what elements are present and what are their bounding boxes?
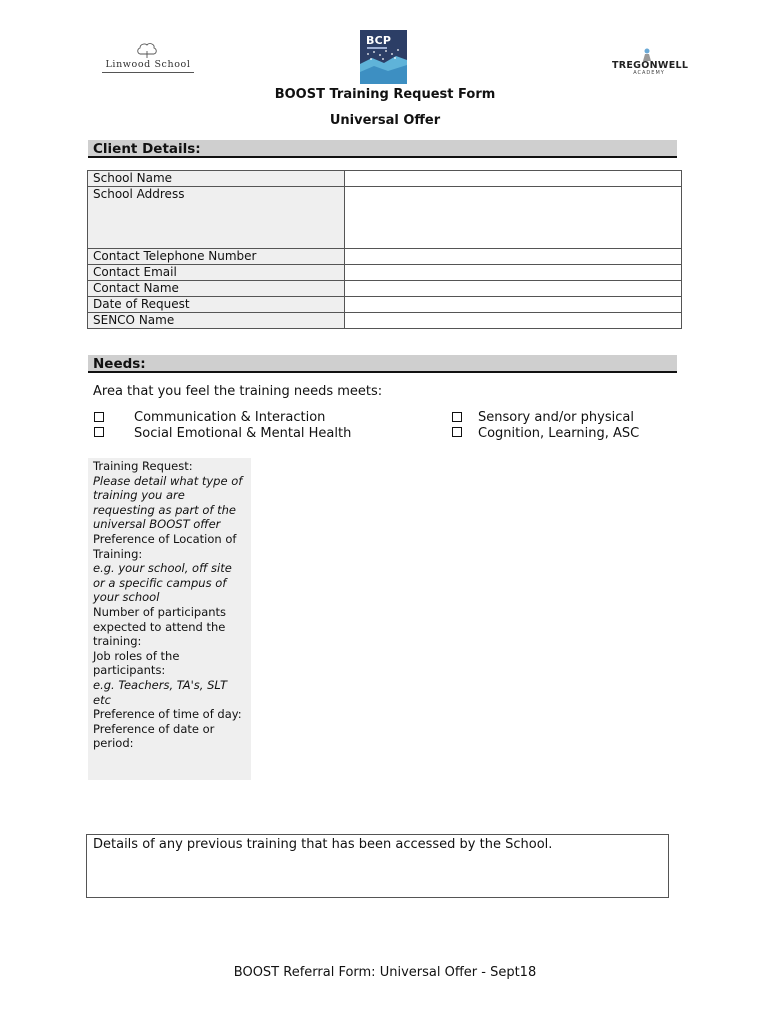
semh-option-label: Social Emotional & Mental Health — [134, 426, 352, 441]
tregonwell-logo-subtext: ACADEMY — [633, 70, 665, 76]
sensory-checkbox[interactable] — [452, 412, 462, 422]
participants-label: Number of participants expected to attend the training: — [93, 604, 227, 649]
table-row — [88, 187, 682, 249]
cognition-checkbox[interactable] — [452, 427, 462, 437]
bcp-logo-text: BCP — [366, 34, 392, 47]
table-row — [88, 171, 682, 187]
senco-name-field[interactable] — [345, 313, 682, 329]
job-roles-label: Job roles of the participants: — [93, 648, 180, 678]
school-name-label: School Name — [88, 171, 345, 187]
tregonwell-logo-text: TREGONWELL — [612, 60, 689, 71]
cognition-option-label: Cognition, Learning, ASC — [478, 426, 640, 441]
previous-training-label: Details of any previous training that has been accessed by the School. — [93, 837, 553, 852]
tregonwell-academy-logo — [612, 48, 689, 76]
date-of-request-field[interactable] — [345, 297, 682, 313]
communication-option-label: Communication & Interaction — [134, 410, 326, 425]
job-roles-hint: e.g. Teachers, TA's, SLT etc — [93, 677, 228, 707]
time-preference-label: Preference of time of day: — [93, 707, 242, 722]
communication-checkbox[interactable] — [94, 412, 104, 422]
client-details-heading: Client Details: — [88, 140, 677, 158]
client-details-table — [87, 170, 682, 329]
school-address-field[interactable] — [345, 187, 682, 249]
form-title: BOOST Training Request Form — [274, 87, 496, 102]
contact-email-label: Contact Email — [88, 265, 345, 281]
needs-heading: Needs: — [88, 355, 677, 373]
date-preference-label: Preference of date or period: — [93, 721, 215, 751]
location-preference-label: Preference of Location of Training: — [93, 531, 237, 561]
linwood-logo-underline — [102, 72, 194, 73]
senco-name-label: SENCO Name — [88, 313, 345, 329]
table-row — [88, 297, 682, 313]
needs-intro: Area that you feel the training needs meets: — [93, 384, 383, 399]
table-row — [88, 265, 682, 281]
bcp-logo — [360, 30, 407, 84]
contact-telephone-label: Contact Telephone Number — [88, 249, 345, 265]
form-subtitle: Universal Offer — [329, 113, 441, 128]
contact-telephone-field[interactable] — [345, 249, 682, 265]
date-of-request-label: Date of Request — [88, 297, 345, 313]
contact-name-label: Contact Name — [88, 281, 345, 297]
training-request-panel — [88, 458, 251, 780]
table-row — [88, 313, 682, 329]
contact-email-field[interactable] — [345, 265, 682, 281]
semh-checkbox[interactable] — [94, 427, 104, 437]
page-footer: BOOST Referral Form: Universal Offer - Sept18 — [233, 965, 537, 980]
training-request-label: Training Request: — [93, 459, 193, 473]
linwood-school-logo — [100, 42, 196, 74]
training-request-hint: Please detail what type of training you are requesting as part of the universal BOOST offer — [93, 473, 243, 532]
bcp-logo-graphic — [360, 30, 407, 84]
school-name-field[interactable] — [345, 171, 682, 187]
location-preference-hint: e.g. your school, off site or a specific campus of your school — [93, 561, 232, 605]
contact-name-field[interactable] — [345, 281, 682, 297]
previous-training-field[interactable] — [86, 834, 669, 898]
tree-icon — [136, 42, 158, 58]
table-row — [88, 249, 682, 265]
linwood-logo-text: Linwood School — [105, 59, 191, 70]
table-row — [88, 281, 682, 297]
sensory-option-label: Sensory and/or physical — [478, 410, 634, 425]
school-address-label: School Address — [88, 187, 345, 249]
